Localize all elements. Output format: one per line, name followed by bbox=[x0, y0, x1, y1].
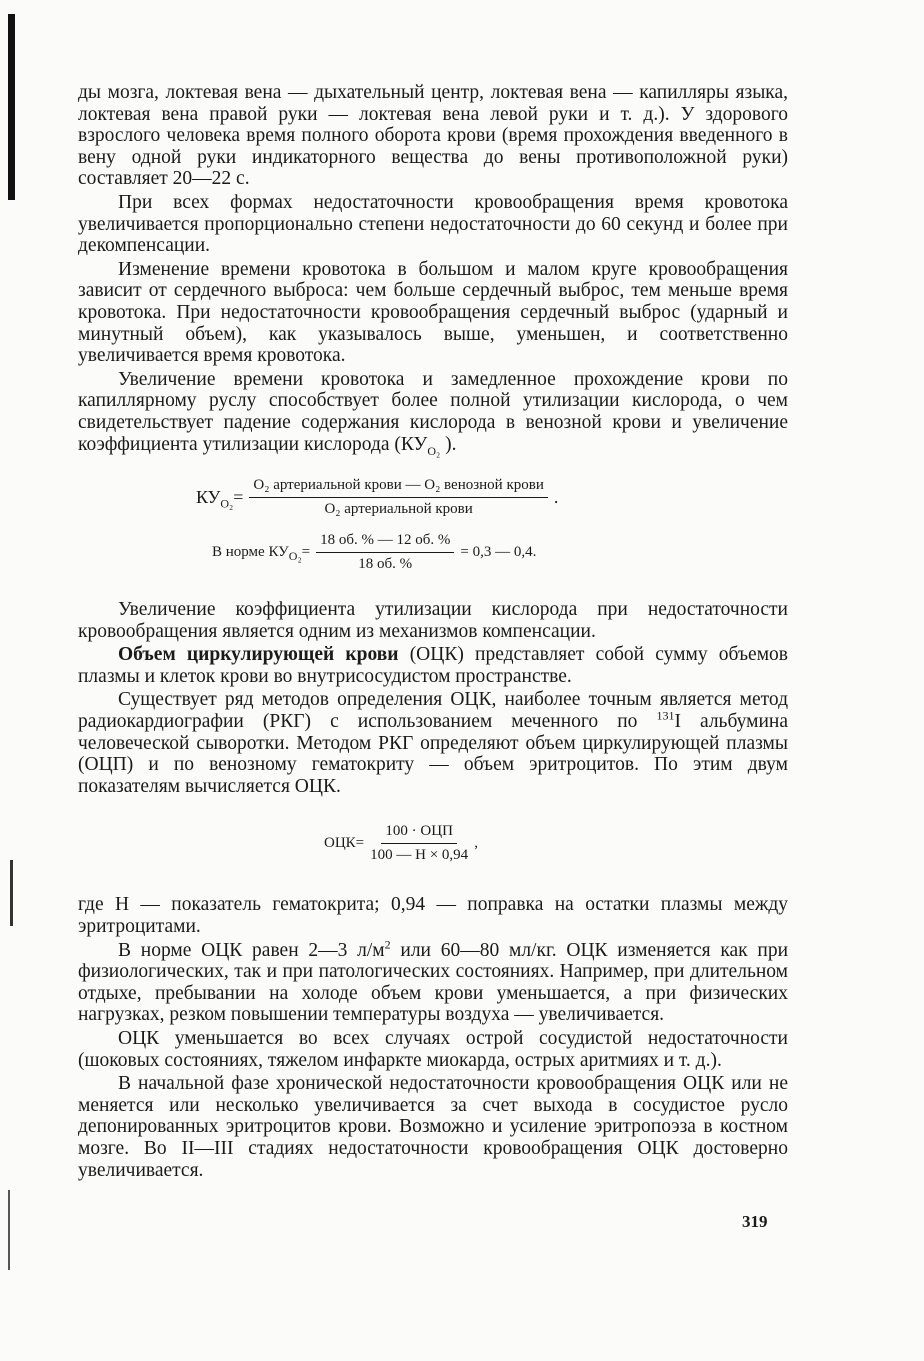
paragraph-5: Увеличение коэффициента утилизации кислорода при недостаточности кровообращения является одним из механизмов компенсации. bbox=[78, 599, 788, 642]
scan-edge-mark bbox=[8, 14, 15, 200]
paragraph-9: В норме ОЦК равен 2—3 $л/м^2$ или 60—80 мл/кг. ОЦК изменяется как при физиологических, так и при патологических состояниях. Например, при длительном отдыхе, пребывании на холоде объем крови уменьшается, а при физических нагрузках, резком повышении температуры воздуха — увеличивается. bbox=[78, 937, 789, 1026]
paragraph-6 bbox=[78, 644, 788, 687]
formula-norm-result: = 0,3 — 0,4. bbox=[460, 544, 537, 561]
formula-circulating-blood-volume bbox=[324, 823, 788, 864]
formula-norm-prefix: В норме $КУ_{O_2}$ bbox=[212, 544, 302, 564]
paragraph-7: Существует ряд методов определения ОЦК, наиболее точным является метод радиокардиографии (РКГ) с использованием меченного по $^{131}$I альбумина человеческой сыворотки. Методом РКГ определяют объем циркулирующей плазмы (ОЦП) и по венозному гематокриту — объем эритроцитов. По этим двум показателям вычисляется ОЦК. bbox=[78, 689, 788, 797]
paragraph-6-text: (ОЦК) представляет собой сумму объемов плазмы и клеток крови во внутрисосудистом пространстве. bbox=[78, 644, 788, 687]
paragraph-10: ОЦК уменьшается во всех случаях острой сосудистой недостаточности (шоковых состояниях, тяжелом инфаркте миокарда, острых аритмиях и т. д.). bbox=[78, 1028, 788, 1071]
paragraph-4-end: ). bbox=[440, 433, 457, 455]
formula-ky-numerator: O₂ артериальной крови — O₂ венозной крови bbox=[249, 477, 547, 498]
paragraph-2: При всех формах недостаточности кровообращения время кровотока увеличивается пропорционально степени недостаточности до 60 секунд и более при декомпенсации. bbox=[78, 191, 788, 257]
formula-norm-denominator: 18 об. % bbox=[358, 556, 413, 573]
formula-ock-fraction bbox=[370, 823, 468, 864]
paragraph-8: где Н — показатель гематокрита; 0,94 — поправка на остатки плазмы между эритроцитами. bbox=[78, 894, 788, 938]
paragraph-3: Изменение времени кровотока в большом и малом круге кровообращения зависит от сердечного выброса: чем больше сердечный выброс, тем меньше время кровотока. При недостаточности кровообращения сердечный выброс (ударный и минутный объем), как указывалось выше, уменьшен, и соответственно увеличивается время кровотока. bbox=[78, 258, 788, 367]
isotope-superscript: 131 bbox=[656, 708, 675, 723]
formula-ock-numerator: 100 · ОЦП bbox=[381, 823, 457, 844]
formula-ock-equals: = bbox=[355, 835, 365, 852]
paragraph-4-text: Увеличение времени кровотока и замедленное прохождение крови по капиллярному руслу способствует более полной утилизации кислорода, о чем свидетельствует падение содержания кислорода в венозной крови и увеличение коэффициента утилизации кислорода (КУ bbox=[78, 368, 788, 455]
formula-ky-tail: . bbox=[553, 487, 559, 508]
formula-norm-fraction bbox=[316, 532, 454, 573]
formula-norm-value bbox=[212, 532, 788, 573]
paragraph-4-subscript: O₂ bbox=[427, 443, 441, 458]
formula-norm-numerator: 18 об. % — 12 об. % bbox=[316, 532, 454, 553]
paragraph-11: В начальной фазе хронической недостаточности кровообращения ОЦК или не меняется или несколько увеличивается за счет выхода в сосудистое русло депонированных эритроцитов крови. Возможно и усиление эритропоэза в костном мозге. Во II—III стадиях недостаточности кровообращения ОЦК достоверно увеличивается. bbox=[78, 1073, 788, 1181]
scan-edge-mark bbox=[10, 860, 13, 926]
formula-ock-lhs: ОЦК bbox=[324, 835, 356, 852]
paragraph-4 bbox=[78, 368, 788, 458]
formula-ky-fraction bbox=[249, 477, 547, 518]
formula-ky-equals: = bbox=[233, 487, 244, 508]
unit-superscript: 2 bbox=[384, 937, 391, 952]
formula-utilization-coefficient bbox=[196, 477, 788, 518]
formula-ky-denominator: O₂ артериальной крови bbox=[324, 501, 473, 518]
page-number: 319 bbox=[742, 1212, 768, 1231]
paragraph-1: ды мозга, локтевая вена — дыхательный центр, локтевая вена — капилляры языка, локтевая вена правой руки — локтевая вена левой руки и т. д.). У здорового взрослого человека время полного оборота крови (время прохождения введенного в вену одной руки индикаторного вещества до вены противоположной руки) составляет 20—22 с. bbox=[78, 82, 788, 190]
formula-ock-denominator: 100 — Н × 0,94 bbox=[370, 847, 469, 864]
scan-edge-mark bbox=[8, 1190, 10, 1270]
term-circulating-blood-volume: Объем циркулирующей крови bbox=[118, 644, 399, 666]
formula-ky-lhs: $КУ_{O_2}$ bbox=[196, 487, 234, 511]
formula-ock-tail: , bbox=[474, 835, 478, 852]
formula-norm-equals: = bbox=[301, 544, 311, 561]
page-body bbox=[78, 82, 788, 1181]
